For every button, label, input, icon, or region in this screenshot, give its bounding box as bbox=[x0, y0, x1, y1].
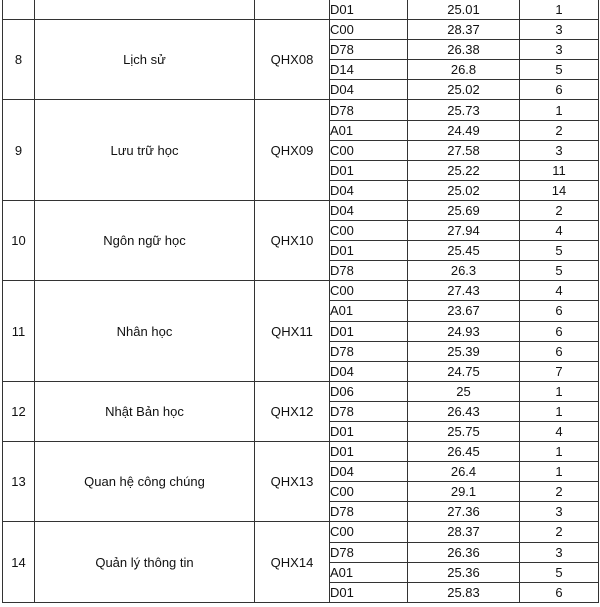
rank-cell: 3 bbox=[520, 502, 599, 522]
score-cell: 26.45 bbox=[408, 442, 520, 462]
rank-cell: 4 bbox=[520, 281, 599, 301]
rank-cell: 1 bbox=[520, 442, 599, 462]
subject-combo-cell: D04 bbox=[330, 180, 408, 200]
rank-cell: 5 bbox=[520, 60, 599, 80]
rank-cell: 3 bbox=[520, 542, 599, 562]
subject-combo-cell: D78 bbox=[330, 401, 408, 421]
major-name-cell: Lưu trữ học bbox=[35, 100, 255, 200]
subject-combo-cell: D78 bbox=[330, 502, 408, 522]
subject-combo-cell: D78 bbox=[330, 542, 408, 562]
rank-cell: 6 bbox=[520, 80, 599, 100]
major-name-cell: Lịch sử bbox=[35, 20, 255, 100]
score-cell: 25.83 bbox=[408, 582, 520, 602]
rank-cell: 1 bbox=[520, 381, 599, 401]
table-row bbox=[3, 281, 599, 301]
score-cell: 25.22 bbox=[408, 160, 520, 180]
score-cell: 25.02 bbox=[408, 180, 520, 200]
rank-cell: 6 bbox=[520, 301, 599, 321]
rank-cell: 7 bbox=[520, 361, 599, 381]
score-cell: 24.49 bbox=[408, 120, 520, 140]
major-name-cell: Quan hệ công chúng bbox=[35, 442, 255, 522]
score-cell: 27.94 bbox=[408, 221, 520, 241]
rank-cell: 4 bbox=[520, 221, 599, 241]
major-code-cell: QHX12 bbox=[255, 381, 330, 441]
major-index-cell: 12 bbox=[3, 381, 35, 441]
table-row bbox=[3, 200, 599, 220]
subject-combo-cell: D01 bbox=[330, 160, 408, 180]
subject-combo-cell: A01 bbox=[330, 120, 408, 140]
score-cell: 26.43 bbox=[408, 401, 520, 421]
subject-combo-cell: D01 bbox=[330, 442, 408, 462]
major-index-cell: 10 bbox=[3, 200, 35, 280]
subject-combo-cell: D04 bbox=[330, 361, 408, 381]
score-cell: 25.75 bbox=[408, 421, 520, 441]
major-index-cell: 14 bbox=[3, 522, 35, 602]
subject-combo-cell: D04 bbox=[330, 462, 408, 482]
table-row bbox=[3, 442, 599, 462]
table-body bbox=[3, 0, 599, 602]
score-cell: 27.58 bbox=[408, 140, 520, 160]
subject-combo-cell: D01 bbox=[330, 0, 408, 20]
subject-combo-cell: D01 bbox=[330, 241, 408, 261]
rank-cell: 2 bbox=[520, 482, 599, 502]
table-row bbox=[3, 522, 599, 542]
score-cell: 28.37 bbox=[408, 522, 520, 542]
rank-cell: 4 bbox=[520, 421, 599, 441]
score-cell: 27.36 bbox=[408, 502, 520, 522]
major-index-cell: 11 bbox=[3, 281, 35, 381]
rank-cell: 1 bbox=[520, 100, 599, 120]
rank-cell: 6 bbox=[520, 582, 599, 602]
rank-cell: 11 bbox=[520, 160, 599, 180]
rank-cell: 1 bbox=[520, 0, 599, 20]
rank-cell: 5 bbox=[520, 241, 599, 261]
subject-combo-cell: D04 bbox=[330, 80, 408, 100]
admission-scores-table bbox=[2, 0, 599, 603]
rank-cell: 3 bbox=[520, 20, 599, 40]
table-row bbox=[3, 100, 599, 120]
major-code-cell: QHX11 bbox=[255, 281, 330, 381]
table-row bbox=[3, 20, 599, 40]
major-name-cell: Ngôn ngữ học bbox=[35, 200, 255, 280]
subject-combo-cell: D78 bbox=[330, 100, 408, 120]
major-code-cell: QHX14 bbox=[255, 522, 330, 602]
score-cell: 25.69 bbox=[408, 200, 520, 220]
subject-combo-cell: D78 bbox=[330, 261, 408, 281]
major-code-cell: QHX09 bbox=[255, 100, 330, 200]
rank-cell: 1 bbox=[520, 401, 599, 421]
major-name-cell: Quản lý thông tin bbox=[35, 522, 255, 602]
subject-combo-cell: C00 bbox=[330, 221, 408, 241]
subject-combo-cell: C00 bbox=[330, 522, 408, 542]
score-cell: 25.02 bbox=[408, 80, 520, 100]
subject-combo-cell: D01 bbox=[330, 582, 408, 602]
subject-combo-cell: A01 bbox=[330, 562, 408, 582]
score-cell: 26.4 bbox=[408, 462, 520, 482]
score-cell: 25 bbox=[408, 381, 520, 401]
score-cell: 24.93 bbox=[408, 321, 520, 341]
score-cell: 25.01 bbox=[408, 0, 520, 20]
score-cell: 25.36 bbox=[408, 562, 520, 582]
score-cell: 26.8 bbox=[408, 60, 520, 80]
rank-cell: 1 bbox=[520, 462, 599, 482]
score-cell: 26.38 bbox=[408, 40, 520, 60]
major-name-cell bbox=[35, 0, 255, 20]
score-cell: 25.73 bbox=[408, 100, 520, 120]
score-cell: 26.3 bbox=[408, 261, 520, 281]
score-cell: 24.75 bbox=[408, 361, 520, 381]
score-cell: 26.36 bbox=[408, 542, 520, 562]
subject-combo-cell: D78 bbox=[330, 341, 408, 361]
score-cell: 23.67 bbox=[408, 301, 520, 321]
score-cell: 29.1 bbox=[408, 482, 520, 502]
major-name-cell: Nhật Bản học bbox=[35, 381, 255, 441]
major-index-cell: 9 bbox=[3, 100, 35, 200]
rank-cell: 14 bbox=[520, 180, 599, 200]
subject-combo-cell: D01 bbox=[330, 421, 408, 441]
rank-cell: 2 bbox=[520, 120, 599, 140]
subject-combo-cell: D01 bbox=[330, 321, 408, 341]
score-cell: 25.39 bbox=[408, 341, 520, 361]
table-row bbox=[3, 0, 599, 20]
major-name-cell: Nhân học bbox=[35, 281, 255, 381]
rank-cell: 6 bbox=[520, 341, 599, 361]
rank-cell: 3 bbox=[520, 140, 599, 160]
major-code-cell: QHX10 bbox=[255, 200, 330, 280]
major-code-cell: QHX13 bbox=[255, 442, 330, 522]
rank-cell: 3 bbox=[520, 40, 599, 60]
score-cell: 28.37 bbox=[408, 20, 520, 40]
rank-cell: 2 bbox=[520, 200, 599, 220]
subject-combo-cell: D06 bbox=[330, 381, 408, 401]
major-index-cell: 13 bbox=[3, 442, 35, 522]
subject-combo-cell: C00 bbox=[330, 281, 408, 301]
subject-combo-cell: D14 bbox=[330, 60, 408, 80]
subject-combo-cell: D04 bbox=[330, 200, 408, 220]
table-row bbox=[3, 381, 599, 401]
subject-combo-cell: A01 bbox=[330, 301, 408, 321]
subject-combo-cell: D78 bbox=[330, 40, 408, 60]
subject-combo-cell: C00 bbox=[330, 20, 408, 40]
score-cell: 27.43 bbox=[408, 281, 520, 301]
major-code-cell: QHX08 bbox=[255, 20, 330, 100]
major-code-cell bbox=[255, 0, 330, 20]
score-cell: 25.45 bbox=[408, 241, 520, 261]
rank-cell: 5 bbox=[520, 562, 599, 582]
subject-combo-cell: C00 bbox=[330, 482, 408, 502]
subject-combo-cell: C00 bbox=[330, 140, 408, 160]
rank-cell: 2 bbox=[520, 522, 599, 542]
major-index-cell bbox=[3, 0, 35, 20]
rank-cell: 6 bbox=[520, 321, 599, 341]
rank-cell: 5 bbox=[520, 261, 599, 281]
major-index-cell: 8 bbox=[3, 20, 35, 100]
